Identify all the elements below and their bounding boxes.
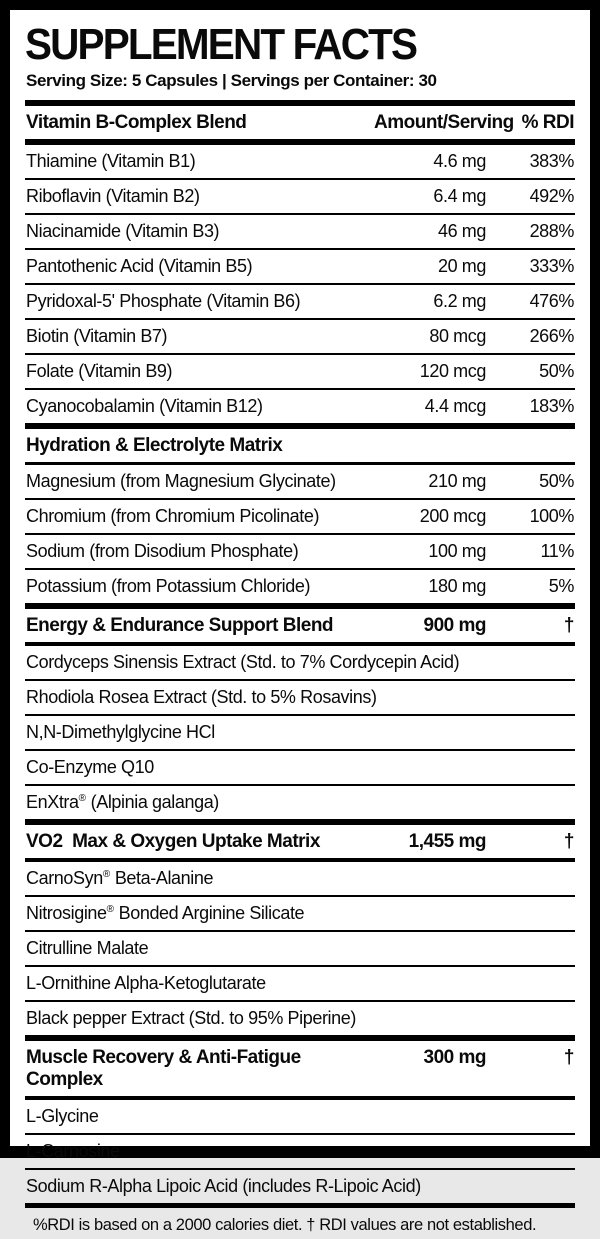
blend-rdi-dagger: †: [563, 830, 574, 852]
ingredient-rdi: 5%: [548, 575, 574, 596]
section-hydration-rows: [25, 465, 575, 603]
ingredient-name: [26, 903, 574, 924]
ingredient-amount: 6.4 mg: [433, 185, 486, 206]
ingredient-name-text: Bonded Arginine Silicate: [114, 902, 305, 923]
table-row: [25, 784, 575, 819]
table-row: [25, 283, 575, 318]
rdi-footnote: %RDI is based on a 2000 calories diet. † RDI values are not established.: [33, 1215, 537, 1234]
table-row: [25, 1168, 575, 1203]
ingredient-name: Niacinamide (Vitamin B3): [26, 220, 220, 241]
table-row: [25, 533, 575, 568]
section-header-muscle-recovery: [25, 1041, 575, 1096]
section-vitamin-b-rows: [25, 145, 575, 423]
ingredient-name: Co-Enzyme Q10: [26, 756, 154, 777]
ingredient-amount: 4.6 mg: [433, 150, 486, 171]
ingredient-name-text: Nitrosigine: [26, 902, 107, 923]
page-title: SUPPLEMENT FACTS: [25, 20, 417, 69]
table-row: [25, 213, 575, 248]
table-row: [25, 749, 575, 784]
ingredient-name: L-Ornithine Alpha-Ketoglutarate: [26, 972, 266, 993]
ingredient-name: Cordyceps Sinensis Extract (Std. to 7% Cordycepin Acid): [26, 651, 460, 672]
table-row: [25, 930, 575, 965]
ingredient-rdi: 183%: [529, 395, 574, 416]
table-row: [25, 388, 575, 423]
ingredient-amount: 100 mg: [428, 540, 486, 561]
ingredient-rdi: 492%: [529, 185, 574, 206]
ingredient-rdi: 288%: [529, 220, 574, 241]
ingredient-name: N,N-Dimethylglycine HCl: [26, 721, 215, 742]
ingredient-amount: 200 mcg: [419, 505, 486, 526]
ingredient-name: Biotin (Vitamin B7): [26, 325, 168, 346]
blend-amount: 900 mg: [423, 614, 486, 636]
ingredient-name: [26, 868, 574, 889]
ingredient-name-text: EnXtra: [26, 791, 79, 812]
table-row: [25, 178, 575, 213]
ingredient-amount: 4.4 mcg: [424, 395, 486, 416]
section-title: Vitamin B-Complex Blend: [26, 111, 247, 133]
registered-mark: ®: [78, 792, 87, 804]
ingredient-amount: 180 mg: [428, 575, 486, 596]
ingredient-rdi: 11%: [540, 540, 574, 561]
section-header-hydration: [25, 429, 575, 462]
table-row: [25, 895, 575, 930]
blend-rdi-dagger: †: [563, 614, 574, 636]
section-muscle-recovery-rows: [25, 1100, 575, 1203]
table-row: [25, 353, 575, 388]
ingredient-rdi: 100%: [529, 505, 574, 526]
ingredient-name: Pyridoxal-5' Phosphate (Vitamin B6): [26, 290, 301, 311]
ingredient-rdi: 50%: [539, 360, 574, 381]
column-header-amount: Amount/Serving: [374, 111, 514, 133]
table-row: [25, 646, 575, 679]
blend-rdi-dagger: †: [563, 1046, 574, 1068]
section-title: Hydration & Electrolyte Matrix: [26, 434, 283, 456]
section-vo2-rows: [25, 862, 575, 1035]
ingredient-name: Rhodiola Rosea Extract (Std. to 5% Rosavins): [26, 686, 377, 707]
ingredient-amount: 120 mcg: [419, 360, 486, 381]
ingredient-rdi: 476%: [529, 290, 574, 311]
section-title: VO2 Max & Oxygen Uptake Matrix: [26, 830, 320, 852]
table-row: [25, 568, 575, 603]
table-header: [25, 106, 575, 139]
table-row: [25, 145, 575, 178]
ingredient-name: Thiamine (Vitamin B1): [26, 150, 196, 171]
label-panel: [10, 10, 590, 1234]
section-header-vo2: [25, 825, 575, 858]
ingredient-rdi: 50%: [539, 470, 574, 491]
ingredient-amount: 20 mg: [437, 255, 486, 276]
ingredient-amount: 80 mcg: [429, 325, 486, 346]
ingredient-name: Folate (Vitamin B9): [26, 360, 173, 381]
ingredient-name: Pantothenic Acid (Vitamin B5): [26, 255, 253, 276]
section-energy-rows: [25, 646, 575, 819]
section-header-energy: [25, 609, 575, 642]
table-row: [25, 465, 575, 498]
ingredient-name: Riboflavin (Vitamin B2): [26, 185, 200, 206]
blend-amount: 1,455 mg: [408, 830, 486, 852]
ingredient-name: Magnesium (from Magnesium Glycinate): [26, 470, 336, 491]
serving-info: Serving Size: 5 Capsules | Servings per Container: 30: [26, 70, 437, 90]
table-row: [25, 318, 575, 353]
ingredient-name: Chromium (from Chromium Picolinate): [26, 505, 320, 526]
ingredient-name: Potassium (from Potassium Chloride): [26, 575, 311, 596]
ingredient-rdi: 333%: [529, 255, 574, 276]
table-row: [25, 1000, 575, 1035]
ingredient-rdi: 383%: [529, 150, 574, 171]
table-row: [25, 862, 575, 895]
ingredient-name-text: CarnoSyn: [26, 867, 103, 888]
table-row: [25, 965, 575, 1000]
ingredient-amount: 46 mg: [437, 220, 486, 241]
section-title: Energy & Endurance Support Blend: [26, 614, 334, 636]
table-row: [25, 679, 575, 714]
table-row: [25, 248, 575, 283]
ingredient-name: L-Carnosine: [26, 1140, 120, 1161]
ingredient-name-text: (Alpinia galanga): [86, 791, 219, 812]
ingredient-name: Black pepper Extract (Std. to 95% Piperine): [26, 1007, 356, 1028]
ingredient-name: Cyanocobalamin (Vitamin B12): [26, 395, 263, 416]
ingredient-name: Citrulline Malate: [26, 937, 149, 958]
ingredient-name: L-Glycine: [26, 1105, 99, 1126]
ingredient-name: [26, 792, 574, 813]
ingredient-rdi: 266%: [529, 325, 574, 346]
ingredient-amount: 210 mg: [428, 470, 486, 491]
column-header-rdi: % RDI: [521, 111, 574, 133]
table-row: [25, 714, 575, 749]
ingredient-name: Sodium (from Disodium Phosphate): [26, 540, 299, 561]
ingredient-name: Sodium R-Alpha Lipoic Acid (includes R-Lipoic Acid): [26, 1175, 421, 1196]
ingredient-amount: 6.2 mg: [433, 290, 486, 311]
table-row: [25, 498, 575, 533]
ingredient-name-text: Beta-Alanine: [110, 867, 214, 888]
table-row: [25, 1100, 575, 1133]
registered-mark: ®: [102, 868, 111, 880]
section-title: Muscle Recovery & Anti-Fatigue Complex: [26, 1046, 306, 1090]
registered-mark: ®: [106, 903, 115, 915]
table-row: [25, 1133, 575, 1168]
blend-amount: 300 mg: [423, 1046, 486, 1068]
